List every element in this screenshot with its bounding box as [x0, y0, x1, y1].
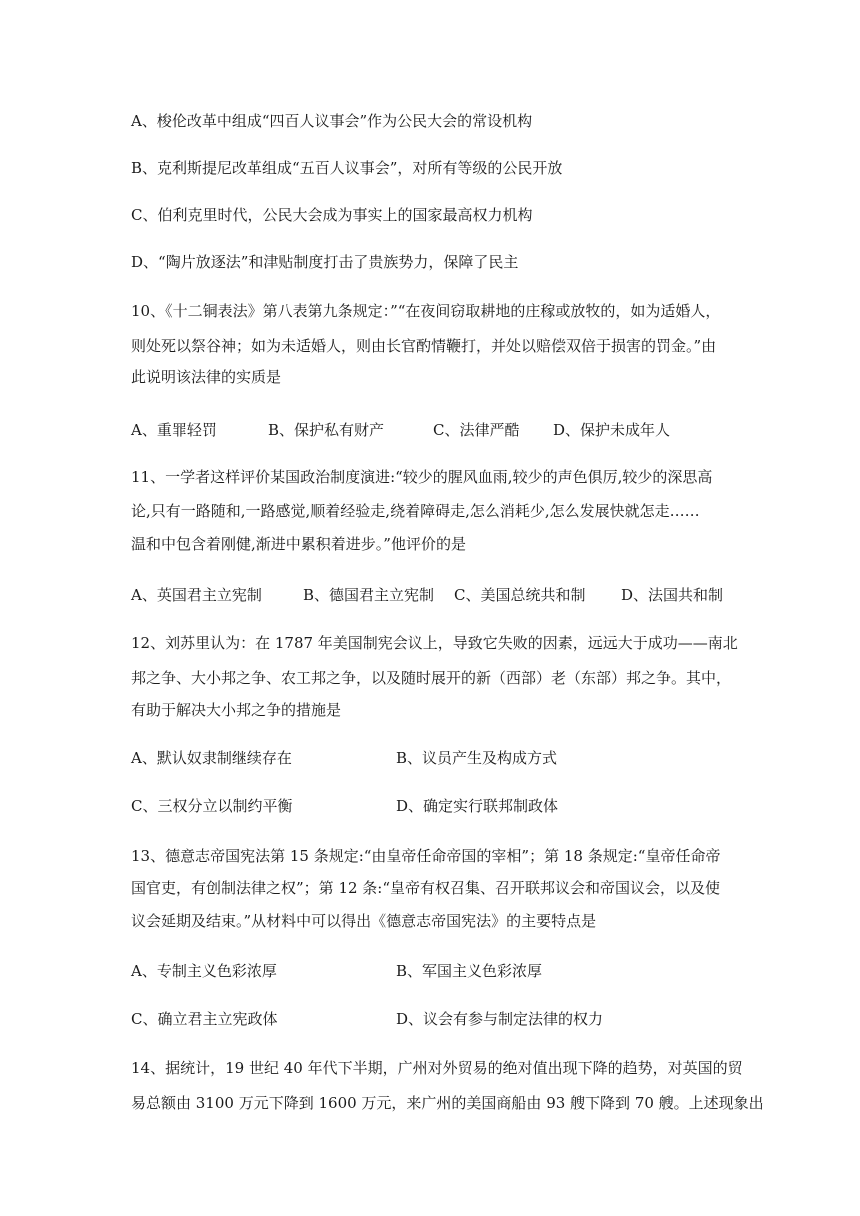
q13-option-d: D、议会有参与制定法律的权力 — [396, 1010, 604, 1028]
q11-option-c: C、美国总统共和制 — [454, 586, 586, 604]
q12-line-3: 有助于解决大小邦之争的措施是 — [131, 701, 342, 719]
q9-option-b: B、克利斯提尼改革组成“五百人议事会”，对所有等级的公民开放 — [131, 159, 563, 177]
q11-option-d: D、法国共和制 — [621, 586, 724, 604]
q10-line-3: 此说明该法律的实质是 — [131, 368, 282, 386]
q11-option-a: A、英国君主立宪制 — [131, 586, 262, 604]
q13-line-3: 议会延期及结束。”从材料中可以得出《德意志帝国宪法》的主要特点是 — [131, 912, 597, 930]
q12-option-c: C、三权分立以制约平衡 — [131, 797, 293, 815]
q13-options-row-1 — [131, 961, 731, 981]
q11-options — [131, 585, 731, 605]
q13-option-c: C、确立君主立宪政体 — [131, 1010, 278, 1028]
q10-options — [131, 420, 731, 440]
q11-option-b: B、德国君主立宪制 — [303, 586, 435, 604]
q14-stem — [131, 1058, 764, 1113]
q10-option-c: C、法律严酷 — [433, 421, 520, 439]
q14-line-1: 14、据统计，19 世纪 40 年代下半期，广州对外贸易的绝对值出现下降的趋势，对英国的贸 — [131, 1059, 743, 1077]
q12-option-d: D、确定实行联邦制政体 — [396, 797, 559, 815]
q11-line-1: 11、一学者这样评价某国政治制度演进:“较少的腥风血雨,较少的声色俱厉,较少的深思高 — [131, 468, 713, 486]
q9-option-d: D、“陶片放逐法”和津贴制度打击了贵族势力，保障了民主 — [131, 253, 519, 271]
q13-option-b: B、军国主义色彩浓厚 — [396, 962, 543, 980]
q11-line-2: 论,只有一路随和,一路感觉,顺着经验走,绕着障碍走,怎么消耗少,怎么发展快就怎走…… — [131, 502, 700, 520]
q12-line-2: 邦之争、大小邦之争、农工邦之争，以及随时展开的新（西部）老（东部）邦之争。其中， — [131, 669, 732, 687]
q10-stem — [131, 301, 731, 387]
q11-stem — [131, 467, 731, 554]
q14-line-2: 易总额由 3100 万元下降到 1600 万元，来广州的美国商船由 93 艘下降到 70 艘。上述现象出 — [131, 1094, 764, 1112]
q13-option-a: A、专制主义色彩浓厚 — [131, 962, 277, 980]
q9-option-c: C、伯利克里时代，公民大会成为事实上的国家最高权力机构 — [131, 206, 533, 224]
q13-line-2: 国官吏，有创制法律之权”；第 12 条:“皇帝有权召集、召开联邦议会和帝国议会，以及使 — [131, 879, 721, 897]
q10-option-a: A、重罪轻罚 — [131, 421, 217, 439]
q10-option-b: B、保护私有财产 — [268, 421, 385, 439]
q12-options-row-2 — [131, 796, 731, 816]
q12-options-row-1 — [131, 748, 731, 768]
q12-option-b: B、议员产生及构成方式 — [396, 749, 558, 767]
q10-line-1: 10、《十二铜表法》第八表第九条规定：”“在夜间窃取耕地的庄稼或放牧的，如为适婚人， — [131, 302, 721, 320]
q11-line-3: 温和中包含着刚健,渐进中累积着进步。”他评价的是 — [131, 535, 466, 553]
q10-line-2: 则处死以祭谷神；如为未适婚人，则由长官酌情鞭打，并处以赔偿双倍于损害的罚金。”由 — [131, 337, 717, 355]
q10-option-d: D、保护未成年人 — [553, 421, 671, 439]
q12-line-1: 12、刘苏里认为：在 1787 年美国制宪会议上，导致它失败的因素，远远大于成功——南北 — [131, 634, 738, 652]
q9-option-a: A、梭伦改革中组成“四百人议事会”作为公民大会的常设机构 — [131, 112, 533, 130]
q13-stem — [131, 846, 731, 931]
q13-line-1: 13、德意志帝国宪法第 15 条规定:“由皇帝任命帝国的宰相”；第 18 条规定:“皇帝任命帝 — [131, 847, 721, 865]
q12-stem — [131, 633, 738, 720]
q12-option-a: A、默认奴隶制继续存在 — [131, 749, 292, 767]
q13-options-row-2 — [131, 1009, 731, 1029]
